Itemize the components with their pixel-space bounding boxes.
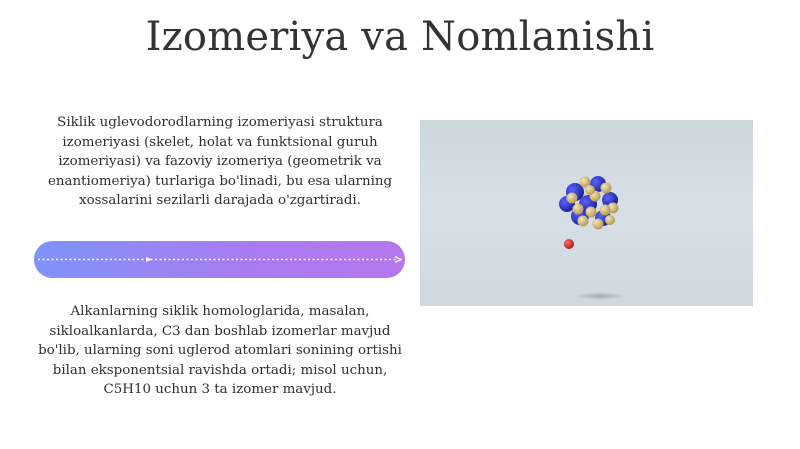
slide-title: Izomeriya va Nomlanishi — [145, 14, 655, 60]
paragraph-isomerism-types: Siklik uglevodorodlarning izomeriyasi struktura izomeriyasi (skelet, holat va funktsional guruh izomeriyasi) va fazoviy izomeriya (geometrik va enantiomeriya) turlariga bo'linadi, bu esa ularning xossalarini sezilarli darajada o'zgartiradi. — [47, 115, 393, 208]
dotted-arrow-icon — [34, 241, 405, 278]
molecule-illustration — [420, 120, 753, 306]
molecule-model-image — [420, 120, 753, 306]
paragraph-cycloalkane-isomers: Alkanlarning siklik homologlarida, masalan, sikloalkanlarda, C3 dan boshlab izomerlar mavjud bo'lib, ularning soni uglerod atomlari sonining ortishi bilan eksponentsial ravishda ortadi; misol uchun, C5H10 uchun 3 ta izomer mavjud. — [38, 304, 402, 397]
decorative-divider — [34, 241, 405, 278]
